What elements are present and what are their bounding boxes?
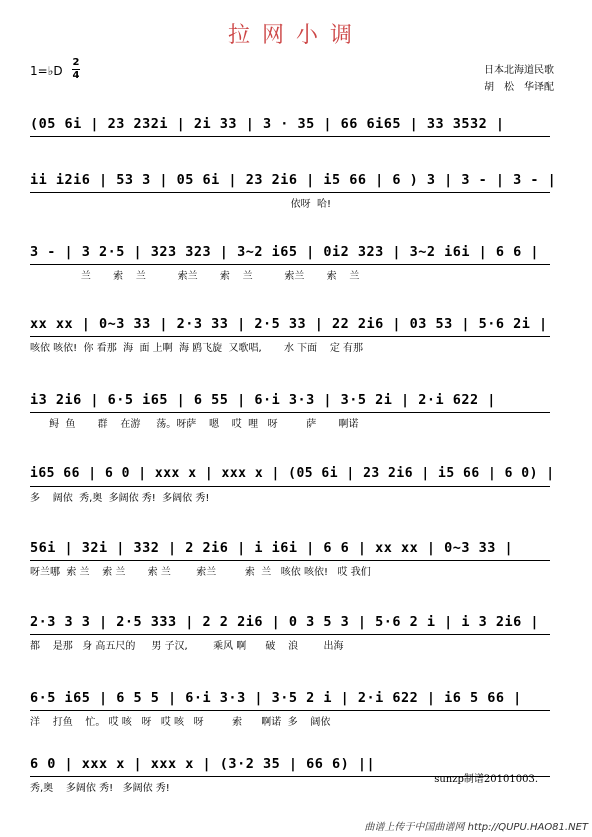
underline-rule	[30, 336, 550, 337]
underline-rule	[30, 560, 550, 561]
time-signature-top: 2	[72, 57, 80, 68]
lyrics-row: 依呀 哈!	[30, 199, 332, 210]
notation-row: 6·5 i65 | 6 5 5 | 6·i 3·3 | 3·5 2 i | 2·i 622 | i6 5 66 |	[30, 690, 522, 706]
score-line	[30, 240, 564, 296]
lyrics-row: 秀,奥 多阔依 秀! 多阔依 秀!	[30, 783, 170, 794]
score-line	[30, 686, 564, 742]
underline-rule	[30, 412, 550, 413]
underline-rule	[30, 264, 550, 265]
time-signature	[72, 58, 80, 81]
song-origin: 日本北海道民歌	[484, 65, 554, 76]
lyrics-row: 多 阔依 秀,奥 多阔依 秀! 多阔依 秀!	[30, 493, 210, 504]
notation-row: 3 - | 3 2·5 | 323 323 | 3~2 i65 | 0i2 323 | 3~2 i6i | 6 6 |	[30, 244, 540, 260]
notation-row: ii i2i6 | 53 3 | 05 6i | 23 2i6 | i5 66 | 6 ) 3 | 3 - | 3 - |	[30, 172, 557, 188]
lyrics-row: 洋 打鱼 忙。 哎 咳 呀 哎 咳 呀 索 啊诺 多 阔依	[30, 717, 331, 728]
score-line	[30, 112, 564, 168]
underline-rule	[30, 486, 550, 487]
watermark: 曲谱上传于中国曲谱网 http://QUPU.HAO81.NET	[364, 822, 588, 833]
lyrics-row: 呀兰哪 索 兰 索 兰 索 兰 索兰 索 兰 咳依 咳依! 哎 我们	[30, 567, 371, 578]
score-line	[30, 312, 564, 368]
notation-row: xx xx | 0~3 33 | 2·3 33 | 2·5 33 | 22 2i6 | 03 53 | 5·6 2i |	[30, 316, 548, 332]
notation-row: i65 66 | 6 0 | xxx x | xxx x | (05 6i | 23 2i6 | i5 66 | 6 0) |	[30, 466, 555, 481]
transcriber-signature: sunzp制谱20101003.	[434, 774, 538, 785]
underline-rule	[30, 136, 550, 137]
time-signature-bottom: 4	[72, 70, 80, 81]
score-line	[30, 168, 564, 224]
notation-row: 6 0 | xxx x | xxx x | (3·2 35 | 66 6) ||	[30, 756, 376, 772]
score-line	[30, 462, 564, 518]
underline-rule	[30, 634, 550, 635]
translator-credit: 胡 松 华译配	[484, 82, 554, 93]
underline-rule	[30, 192, 550, 193]
credits	[484, 62, 554, 96]
lyrics-row: 鲟 鱼 群 在游 荡。呀萨 嗯 哎 哩 呀 萨 啊诺	[30, 419, 359, 430]
score-line	[30, 610, 564, 666]
score-line	[30, 536, 564, 592]
lyrics-row: 兰 索 兰 索兰 索 兰 索兰 索 兰	[30, 271, 360, 282]
key-signature: 1=♭D	[30, 64, 63, 78]
underline-rule	[30, 710, 550, 711]
notation-row: 2·3 3 3 | 2·5 333 | 2 2 2i6 | 0 3 5 3 | 5·6 2 i | i 3 2i6 |	[30, 614, 540, 630]
score-line	[30, 388, 564, 444]
notation-row: 56i | 32i | 332 | 2 2i6 | i i6i | 6 6 | xx xx | 0~3 33 |	[30, 540, 514, 556]
lyrics-row: 都 是那 身 高五尺的 男 子汉, 乘风 啊 破 浪 出海	[30, 641, 344, 652]
lyrics-row: 咳依 咳依! 你 看那 海 面 上啊 海 鸥飞旋 又歌唱, 水 下面 定 有那	[30, 343, 364, 354]
page-title: 拉网小调	[227, 23, 364, 48]
notation-row: (05 6i | 23 232i | 2i 33 | 3 · 35 | 66 6i65 | 33 3532 |	[30, 116, 505, 132]
notation-row: i3 2i6 | 6·5 i65 | 6 55 | 6·i 3·3 | 3·5 2i | 2·i 622 |	[30, 392, 496, 408]
